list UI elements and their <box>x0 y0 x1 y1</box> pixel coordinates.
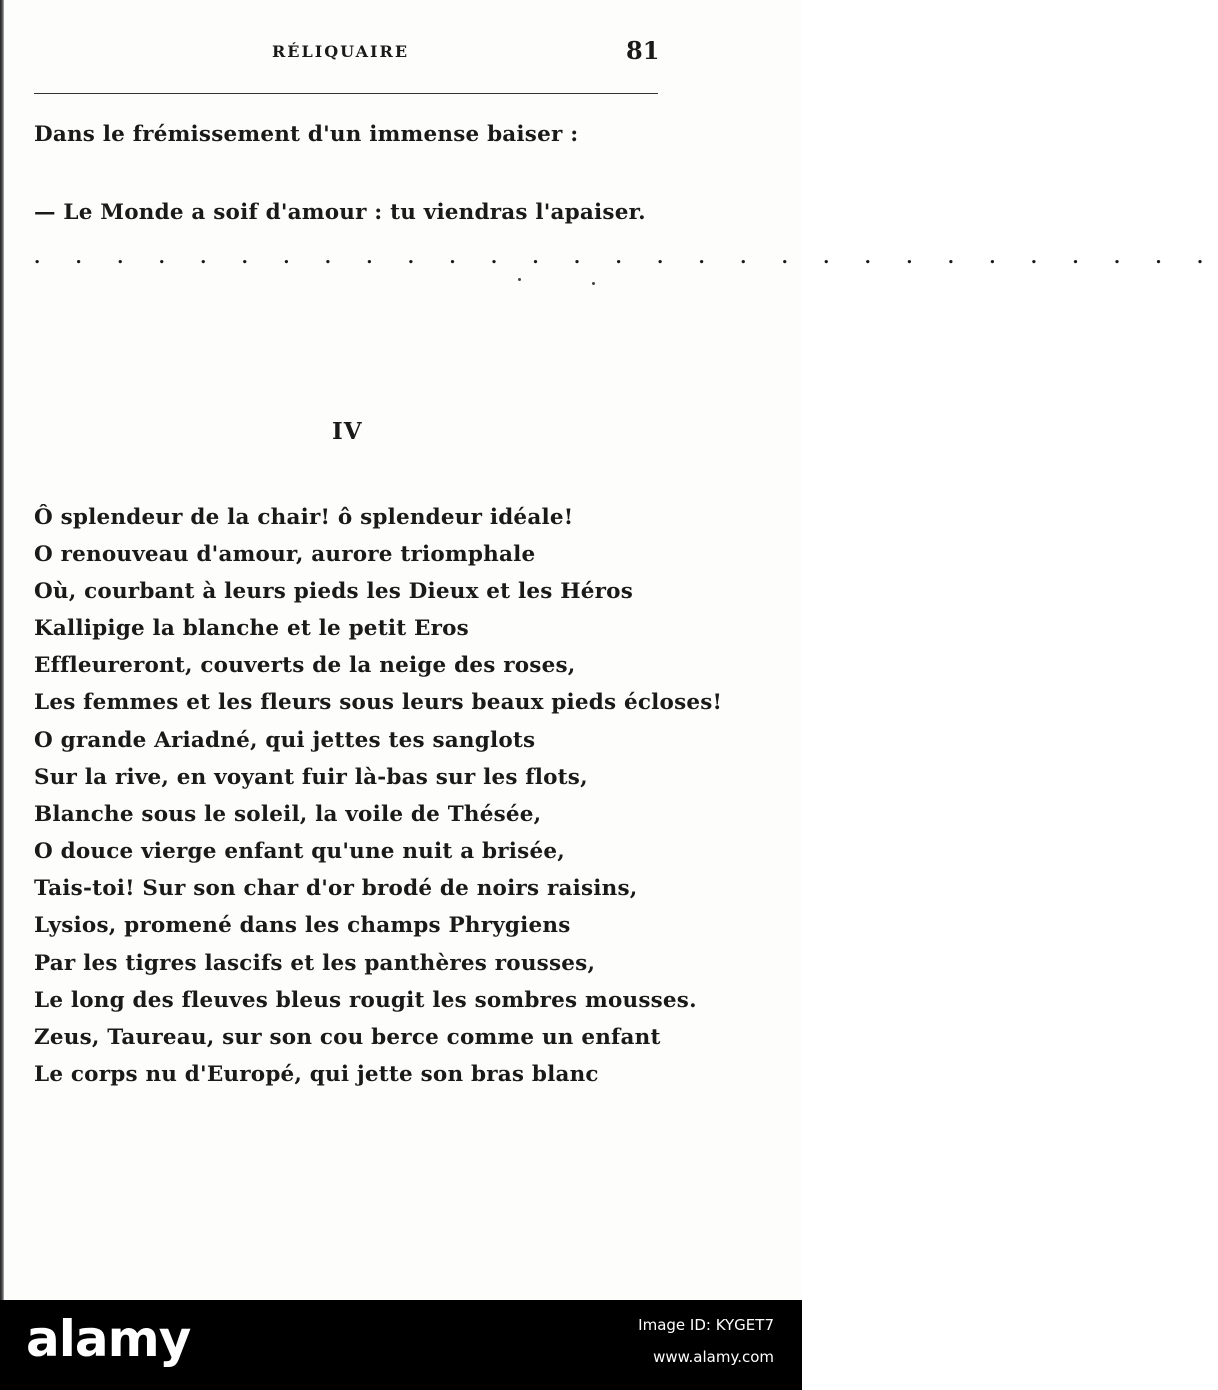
alamy-logo: alamy <box>26 1310 191 1368</box>
poem-line: Sur la rive, en voyant fuir là-bas sur les flots, <box>34 765 588 790</box>
ink-speck <box>592 282 595 285</box>
header-rule <box>34 93 658 94</box>
page-spine-edge <box>0 0 4 1300</box>
preceding-line-2: — Le Monde a soif d'amour : tu viendras l'apaiser. <box>34 200 646 225</box>
image-id: Image ID: KYGET7 <box>638 1316 774 1334</box>
poem-line: Kallipige la blanche et le petit Eros <box>34 616 469 641</box>
poem-line: Où, courbant à leurs pieds les Dieux et les Héros <box>34 579 634 604</box>
section-number: IV <box>332 418 363 445</box>
poem-line: Ô splendeur de la chair! ô splendeur idéale! <box>34 505 574 530</box>
poem-line: Effleureront, couverts de la neige des roses, <box>34 653 576 678</box>
page-number: 81 <box>626 36 660 65</box>
poem-line: Lysios, promené dans les champs Phrygiens <box>34 913 571 938</box>
ink-speck <box>518 278 521 281</box>
poem-line: Blanche sous le soleil, la voile de Thésée, <box>34 802 542 827</box>
site-url: www.alamy.com <box>653 1348 774 1366</box>
poem-line: O douce vierge enfant qu'une nuit a brisée, <box>34 839 565 864</box>
poem-line: O renouveau d'amour, aurore triomphale <box>34 542 536 567</box>
poem-line: O grande Ariadné, qui jettes tes sanglots <box>34 728 536 753</box>
poem-line: Le corps nu d'Europé, qui jette son bras blanc <box>34 1062 599 1087</box>
poem-line: Par les tigres lascifs et les panthères rousses, <box>34 951 596 976</box>
ellipsis-row: . . . . . . . . . . . . . . . . . . . . . . . . . . . . . <box>34 247 1218 268</box>
poem-line: Zeus, Taureau, sur son cou berce comme un enfant <box>34 1025 661 1050</box>
preceding-line-1: Dans le frémissement d'un immense baiser : <box>34 122 579 147</box>
poem-line: Tais-toi! Sur son char d'or brodé de noirs raisins, <box>34 876 638 901</box>
running-title: RÉLIQUAIRE <box>272 42 410 61</box>
poem-line: Le long des fleuves bleus rougit les sombres mousses. <box>34 988 697 1013</box>
poem-line: Les femmes et les fleurs sous leurs beaux pieds écloses! <box>34 690 723 715</box>
